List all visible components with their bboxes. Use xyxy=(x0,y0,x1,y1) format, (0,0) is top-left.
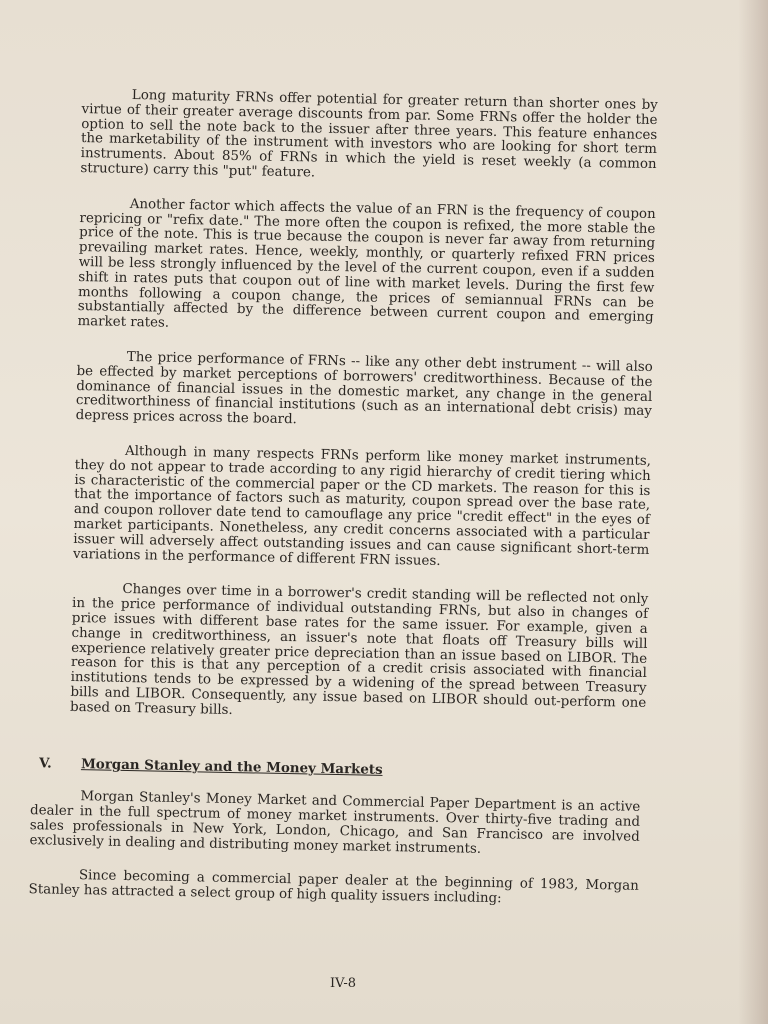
section-number: V. xyxy=(38,755,52,773)
paragraph-commercial-paper: Since becoming a commercial paper dealer at the beginning of 1983, Morgan Stanley has attracted a select group of high quality issuers including: xyxy=(28,868,639,907)
paragraph-refix-date: Another factor which affects the value of an FRN is the frequency of coupon repricing or "refix date." The more often the coupon is refixed, the more stable the price of the note. This is true because the coupon is never far away from returning prevailing market rates. Hence, weekly, monthly, or quarterly refixed FRN prices will be less strongly influenced by the level of the current coupon, even if a sudden shift in rates puts that coupon out of line with market levels. During the first few months following a coupon change, the prices of semiannual FRNs can be substantially affected by the difference between current coupon and emerging market rates. xyxy=(77,196,656,331)
page-number: IV-8 xyxy=(330,976,356,991)
paragraph-money-market-dept: Morgan Stanley's Money Market and Commercial Paper Department is an active dealer in the full spectrum of money market instruments. Over thirty-five trading and sales professionals in New York, London, Chicago, and San Francisco are involved exclusively in dealing and distributing money market instruments. xyxy=(29,789,641,857)
section-title: Morgan Stanley and the Money Markets xyxy=(80,756,383,779)
paragraph-credit-standing: Changes over time in a borrower's credit standing will be reflected not only in the price performance of individual outstanding FRNs, but also in changes of price issues with different base rates for the same issuer. For example, given a change in creditworthiness, an issuer's note that floats off Treasury bills will experience relatively greater price depreciation than an issue based on LIBOR. The reason for this is that any perception of a credit crisis associated with financial institutions tends to be expressed by a widening of the spread between Treasury bills and LIBOR. Consequently, any issue based on LIBOR should out-perform one based on Treasury bills. xyxy=(69,582,649,718)
section-heading xyxy=(39,757,645,783)
paragraph-credit-tiering: Although in many respects FRNs perform like money market instruments, they do not appear to trade according to any rigid hierarchy of credit tiering which is characteristic of the commercial paper or the CD markets. The reason for this is that the importance of factors such as maturity, coupon spread over the base rate, and coupon rollover date tend to camouflage any price "credit effect" in the eyes of market participants. Nonetheless, any credit concerns associated with a particular issuer will adversely affect outstanding issues and can cause significant short-term variations in the performance of different FRN issues. xyxy=(72,443,652,569)
paragraph-long-maturity: Long maturity FRNs offer potential for greater return than shorter ones by virtue of their greater average discounts from par. Some FRNs offer the holder the option to sell the note back to the issuer after three years. This feature enhances the marketability of the instrument with investors who are looking for short term instruments. About 85% of FRNs in which the yield is reset weekly (a common structure) carry this "put" feature. xyxy=(80,87,658,181)
document-body xyxy=(28,87,658,930)
paragraph-price-performance: The price performance of FRNs -- like any other debt instrument -- will also be effected by market perceptions of borrowers' creditworthiness. Because of the dominance of financial issues in the domestic market, any change in the general creditworthiness of financial institutions (such as an international debt crisis) may depress prices across the board. xyxy=(75,349,653,428)
